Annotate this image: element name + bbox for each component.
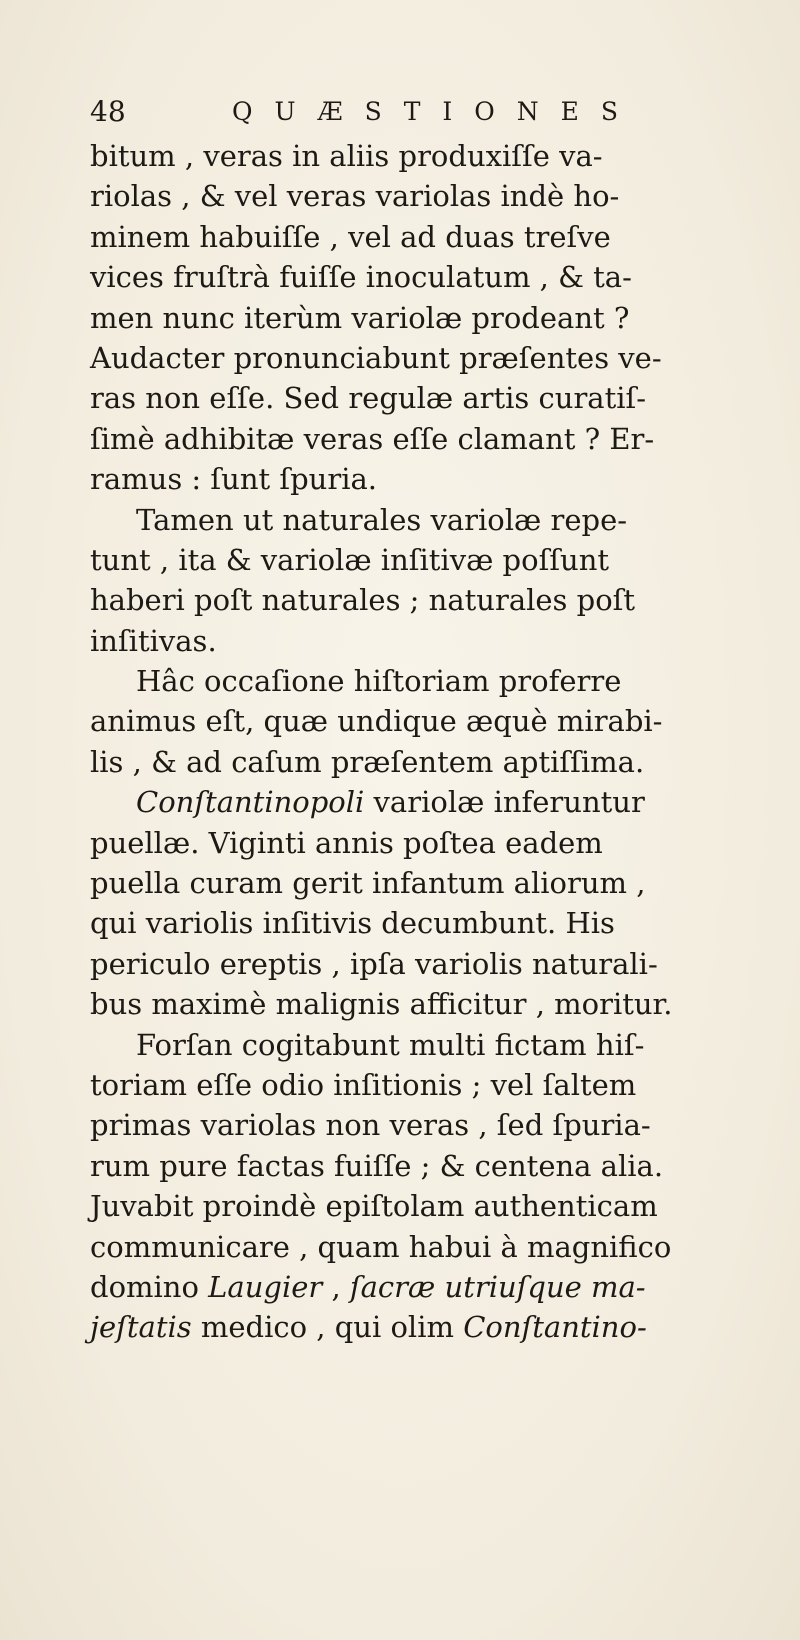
text-segment: primas variolas non veras , ſed ſpuria- bbox=[90, 1108, 651, 1143]
text-line bbox=[90, 500, 770, 540]
text-segment: periculo ereptis , ipſa variolis naturali- bbox=[90, 946, 658, 981]
text-segment: ramus : ſunt ſpuria. bbox=[90, 462, 377, 497]
text-line bbox=[90, 176, 770, 216]
text-line bbox=[90, 1186, 770, 1226]
text-segment: tunt , ita & variolæ inſitivæ poſſunt bbox=[90, 542, 610, 577]
text-line bbox=[90, 217, 770, 257]
text-segment: Hâc occaſione hiſtoriam proferre bbox=[136, 664, 622, 699]
text-line bbox=[90, 1146, 770, 1186]
text-line bbox=[90, 742, 770, 782]
text-segment: toriam eſſe odio inſitionis ; vel ſaltem bbox=[90, 1067, 637, 1102]
page-header bbox=[90, 92, 730, 132]
text-segment: men nunc iterùm variolæ prodeant ? bbox=[90, 300, 630, 335]
text-segment: ras non eſſe. Sed regulæ artis curatiſ- bbox=[90, 381, 647, 416]
text-segment: bus maximè malignis afficitur , moritur. bbox=[90, 987, 673, 1022]
running-title: QUÆSTIONES bbox=[232, 97, 641, 126]
text-segment: , bbox=[322, 1269, 350, 1304]
text-line bbox=[90, 540, 770, 580]
text-line bbox=[90, 338, 770, 378]
text-segment: minem habuiſſe , vel ad duas treſve bbox=[90, 219, 611, 254]
italic-text-segment: Conſtantino- bbox=[463, 1310, 647, 1345]
text-line bbox=[90, 661, 770, 701]
text-line bbox=[90, 1105, 770, 1145]
text-segment: riolas , & vel veras variolas indè ho- bbox=[90, 179, 620, 214]
text-line bbox=[90, 580, 770, 620]
text-segment: communicare , quam habui à magnifico bbox=[90, 1229, 672, 1264]
text-segment: rum pure factas fuiſſe ; & centena alia. bbox=[90, 1148, 664, 1183]
text-segment: ſimè adhibitæ veras eſſe clamant ? Er- bbox=[90, 421, 655, 456]
italic-text-segment: Conſtantinopoli bbox=[136, 785, 365, 820]
text-line bbox=[90, 298, 770, 338]
text-line bbox=[90, 863, 770, 903]
text-line bbox=[90, 1227, 770, 1267]
text-line bbox=[90, 1025, 770, 1065]
italic-text-segment: jeſtatis bbox=[90, 1310, 192, 1345]
text-segment: puella curam gerit infantum aliorum , bbox=[90, 866, 646, 901]
text-segment: lis , & ad caſum præſentem aptiſſima. bbox=[90, 744, 645, 779]
text-line bbox=[90, 1065, 770, 1105]
text-line bbox=[90, 944, 770, 984]
text-segment: variolæ inferuntur bbox=[364, 785, 645, 820]
text-segment: Forſan cogitabunt multi fictam hiſ- bbox=[136, 1027, 645, 1062]
text-segment: Audacter pronunciabunt præſentes ve- bbox=[90, 340, 662, 375]
text-segment: haberi poſt naturales ; naturales poſt bbox=[90, 583, 636, 618]
text-line bbox=[90, 1267, 770, 1307]
text-line bbox=[90, 136, 770, 176]
text-line bbox=[90, 823, 770, 863]
text-line bbox=[90, 984, 770, 1024]
text-line bbox=[90, 378, 770, 418]
text-segment: vices fruſtrà fuiſſe inoculatum , & ta- bbox=[90, 260, 632, 295]
text-line bbox=[90, 903, 770, 943]
text-segment: inſitivas. bbox=[90, 623, 217, 658]
text-line bbox=[90, 621, 770, 661]
text-line bbox=[90, 419, 770, 459]
text-line bbox=[90, 782, 770, 822]
text-segment: Juvabit proindè epiſtolam authenticam bbox=[90, 1189, 658, 1224]
text-segment: domino bbox=[90, 1269, 209, 1304]
text-line bbox=[90, 459, 770, 499]
text-line bbox=[90, 257, 770, 297]
body-text bbox=[90, 136, 770, 1348]
text-line bbox=[90, 1307, 770, 1347]
text-segment: Tamen ut naturales variolæ repe- bbox=[136, 502, 628, 537]
text-segment: qui variolis inſitivis decumbunt. His bbox=[90, 906, 615, 941]
text-segment: animus eſt, quæ undique æquè mirabi- bbox=[90, 704, 663, 739]
text-line bbox=[90, 701, 770, 741]
text-segment: puellæ. Viginti annis poſtea eadem bbox=[90, 825, 603, 860]
italic-text-segment: Laugier bbox=[208, 1269, 323, 1304]
page-number: 48 bbox=[90, 95, 126, 128]
italic-text-segment: ſacræ utriuſque ma- bbox=[349, 1269, 646, 1304]
text-segment: bitum , veras in aliis produxiſſe va- bbox=[90, 139, 603, 173]
text-segment: medico , qui olim bbox=[191, 1310, 464, 1345]
